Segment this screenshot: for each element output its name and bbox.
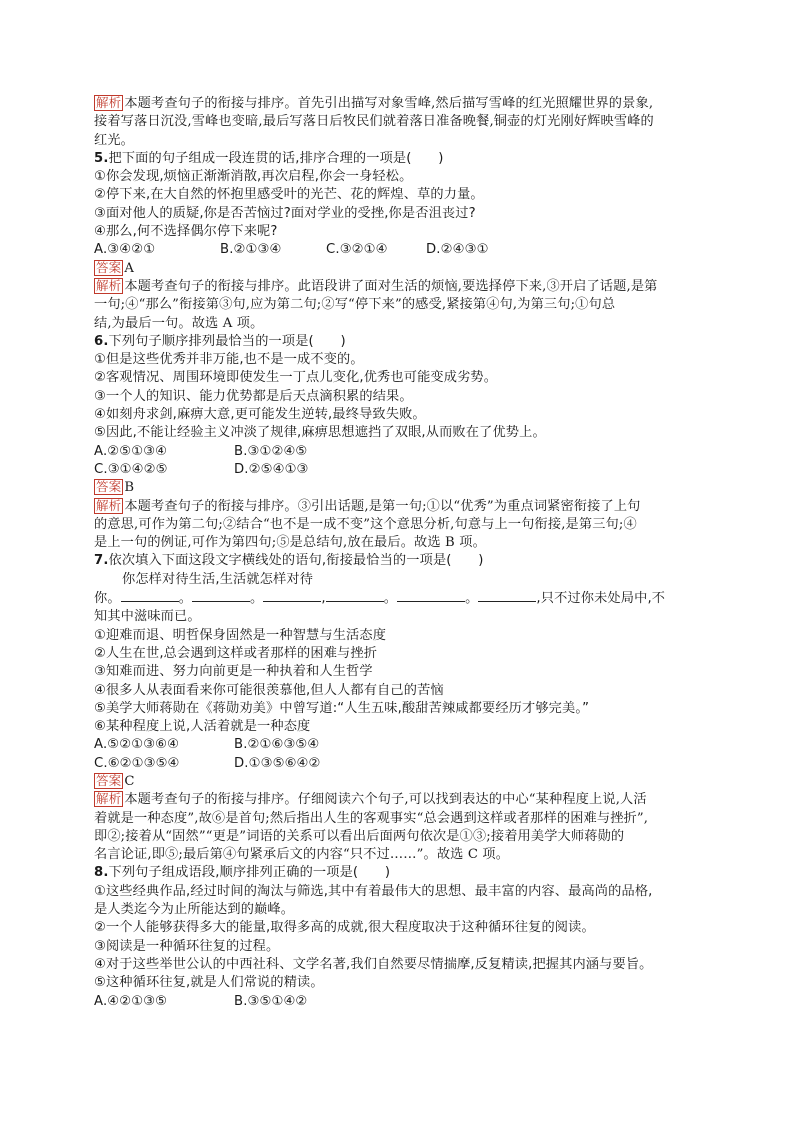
blank-2	[192, 589, 250, 602]
option-c: C.③②①④	[326, 242, 388, 258]
question-number: 6.	[94, 333, 109, 349]
sentence-item: ③知难而进、努力向前更是一种执着和人生哲学	[94, 664, 373, 680]
options-row	[94, 755, 700, 773]
sentence-item: ②停下来,在大自然的怀抱里感受叶的光芒、花的辉煌、草的力量。	[94, 187, 484, 203]
sentence-item: ②人生在世,总会遇到这样或者那样的困难与挫折	[94, 645, 378, 661]
blank-6	[478, 589, 536, 602]
analysis-line: 解析 本题考查句子的衔接与排序。③引出话题,是第一句;①以“优秀”为重点词紧密衔接了上句	[96, 497, 641, 514]
sentence-item: ⑤因此,不能让经验主义冲淡了规律,麻痹思想遮挡了双眼,从而败在了优势上。	[94, 425, 546, 441]
blank-5	[397, 589, 465, 602]
sentence-item: ④对于这些举世公认的中西社科、文学名著,我们自然要尽情揣摩,反复精读,把握其内涵与要旨。	[94, 956, 653, 972]
blank-4	[326, 589, 384, 602]
sentence-item: ②一个人能够获得多大的能量,取得多高的成就,很大程度取决于这种循环往复的阅读。	[94, 920, 595, 936]
answer-tag: 答案	[96, 259, 122, 275]
question-number: 8.	[94, 865, 109, 881]
option-b: B.③⑤①④②	[234, 993, 308, 1009]
options-row	[94, 443, 700, 461]
answer-tag: 答案	[96, 772, 122, 788]
answer-line	[94, 479, 700, 497]
sentence-item: ⑥某种程度上说,人活着就是一种态度	[94, 719, 311, 735]
answer-line	[94, 773, 700, 791]
sentence-item: ⑤这种循环往复,就是人们常说的精读。	[94, 975, 324, 991]
sentence-item: ③阅读是一种循环往复的过程。	[94, 938, 280, 954]
analysis-tag: 解析	[96, 791, 122, 807]
sentence-item: ①你会发现,烦恼正渐渐消散,再次启程,你会一身轻松。	[94, 169, 413, 185]
answer-value: B	[124, 480, 135, 496]
analysis-line: 解析 本题考查句子的衔接与排序。仔细阅读六个句子,可以找到表达的中心“某种程度上说,人活	[96, 791, 647, 808]
option-a: A.②⑤①③④	[94, 443, 168, 459]
analysis-tag: 解析	[96, 497, 122, 513]
analysis-line: 着就是一种态度”,故⑥是首句;然后指出人生的客观事实“总会遇到这样或者那样的困难与挫折”,	[94, 810, 649, 826]
sentence-item: ①迎难而退、明哲保身固然是一种智慧与生活态度	[94, 627, 387, 643]
option-c: C.③①④②⑤	[94, 461, 168, 477]
options-row	[94, 993, 700, 1011]
option-b: B.③①②④⑤	[234, 443, 308, 459]
sentence-item: ①但是这些优秀并非万能,也不是一成不变的。	[94, 352, 364, 368]
sentence-item: ③面对他人的质疑,你是否苦恼过?面对学业的受挫,你是否沮丧过?	[94, 205, 476, 221]
sentence-item: ④很多人从表面看来你可能很羡慕他,但人人都有自己的苦恼	[94, 682, 444, 698]
question-stem: 5.把下面的句子组成一段连贯的话,排序合理的一项是( )	[94, 150, 444, 166]
blank-3	[263, 589, 321, 602]
question-stem: 6.下列句子顺序排列最恰当的一项是( )	[94, 333, 346, 349]
analysis-line: 一句;④“那么”衔接第③句,应为第二句;②写“停下来”的感受,紧接第④句,为第三句;①句总	[94, 297, 616, 313]
options-row	[94, 241, 700, 259]
option-b: B.②①③④	[220, 242, 282, 258]
answer-tag: 答案	[96, 479, 122, 495]
option-d: D.①③⑤⑥④②	[234, 755, 321, 771]
sentence-item: 是人类迄今为止所能达到的巅峰。	[94, 902, 295, 918]
passage-line: 知其中滋味而已。	[94, 609, 201, 625]
analysis-line: 结,为最后一句。故选 A 项。	[94, 315, 264, 331]
option-c: C.⑥②①③⑤④	[94, 755, 180, 771]
option-a: A.③④②①	[94, 242, 156, 258]
question-stem: 7.依次填入下面这段文字横线处的语句,衔接最恰当的一项是( )	[94, 553, 484, 569]
analysis-line: 是上一句的例证,可作为第四句;⑤是总结句,放在最后。故选 B 项。	[94, 535, 486, 551]
question-number: 7.	[94, 553, 109, 569]
option-d: D.②⑤④①③	[234, 461, 309, 477]
sentence-item: ③一个人的知识、能力优势都是后天点滴积累的结果。	[94, 388, 413, 404]
sentence-item: ④那么,何不选择偶尔停下来呢?	[94, 224, 278, 240]
option-a: A.⑤②①③⑥④	[94, 737, 180, 753]
option-d: D.②④③①	[426, 242, 489, 258]
option-a: A.④②①③⑤	[94, 993, 168, 1009]
analysis-line: 解析 本题考查句子的衔接与排序。首先引出描写对象雪峰,然后描写雪峰的红光照耀世界的景象,	[96, 95, 654, 111]
analysis-line: 红光。	[94, 132, 135, 148]
options-row	[94, 736, 700, 754]
analysis-tag: 解析	[96, 95, 122, 110]
passage-line: 你。 。 。 , 。 。 ,只不过你未处局中,不	[94, 591, 666, 607]
analysis-line: 接着写落日沉没,雪峰也变暗,最后写落日后牧民们就着落日准备晚餐,铜壶的灯光刚好辉映雪峰的	[94, 114, 654, 130]
option-b: B.②①⑥③⑤④	[234, 737, 320, 753]
passage-line: 你怎样对待生活,生活就怎样对待	[122, 571, 314, 587]
question-number: 5.	[94, 150, 109, 166]
document-page	[94, 95, 700, 1011]
answer-value: C	[124, 773, 135, 789]
answer-value: A	[124, 260, 134, 276]
analysis-tag: 解析	[96, 277, 122, 293]
sentence-item: ②客观情况、周围环境即使发生一丁点儿变化,优秀也可能变成劣势。	[94, 370, 498, 386]
sentence-item: ④如刻舟求剑,麻痹大意,更可能发生逆转,最终导致失败。	[94, 407, 426, 423]
sentence-item: ⑤美学大师蒋勋在《蒋勋劝美》中曾写道:“人生五味,酸甜苦辣咸都要经历才够完美。”	[94, 700, 590, 716]
analysis-line: 名言论证,即⑤;最后第④句紧承后文的内容“只不过……”。故选 C 项。	[94, 847, 510, 863]
question-stem: 8.下列句子组成语段,顺序排列正确的一项是( )	[94, 865, 391, 881]
answer-line	[94, 260, 700, 278]
analysis-line: 即②;接着从“固然”“更是”词语的关系可以看出后面两句依次是①③;接着用美学大师蒋勋的	[94, 828, 625, 844]
analysis-line: 的意思,可作为第二句;②结合“也不是一成不变”这个意思分析,句意与上一句衔接,是第三句;④	[94, 516, 637, 532]
sentence-item: ①这些经典作品,经过时间的淘汰与筛选,其中有着最伟大的思想、最丰富的内容、最高尚的品格,	[94, 883, 653, 899]
options-row	[94, 461, 700, 479]
analysis-line: 解析 本题考查句子的衔接与排序。此语段讲了面对生活的烦恼,要选择停下来,③开启了话题,是第	[96, 277, 658, 294]
blank-1	[121, 589, 179, 602]
